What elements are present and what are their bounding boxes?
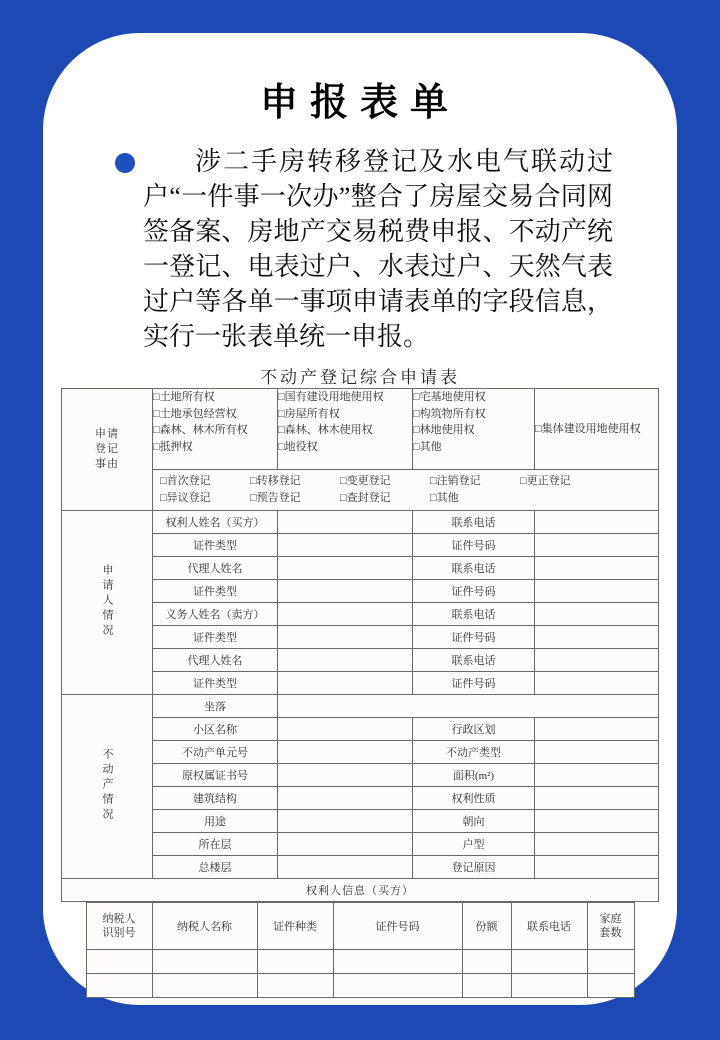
field-value-cell [535, 557, 659, 580]
field-label: 所在层 [153, 833, 278, 856]
tax-header-cell: 证件号码 [333, 903, 462, 950]
tax-empty-cell [257, 950, 333, 974]
field-label: 联系电话 [413, 649, 535, 672]
field-label: 不动产类型 [413, 741, 535, 764]
checkbox-option: □地役权 [278, 440, 318, 453]
registration-type-line-2 [160, 490, 658, 507]
section-header-reason: 申请登记事由 [62, 389, 153, 511]
field-label: 联系电话 [413, 511, 535, 534]
tax-header-cell: 联系电话 [511, 903, 587, 950]
right-type-column-2 [278, 389, 413, 470]
field-value-cell [535, 856, 659, 879]
tax-empty-cell [587, 950, 634, 974]
right-type-column-1 [153, 389, 278, 470]
field-label: 证件类型 [153, 580, 278, 603]
checkbox-option: □异议登记 [160, 492, 211, 504]
field-label: 证件类型 [153, 534, 278, 557]
field-label: 联系电话 [413, 557, 535, 580]
tax-empty-cell [511, 974, 587, 998]
checkbox-option: □变更登记 [340, 475, 391, 487]
checkbox-option: □预告登记 [250, 492, 301, 504]
bullet-icon [115, 153, 135, 173]
field-value-cell [535, 580, 659, 603]
tax-empty-cell [462, 974, 511, 998]
field-label: 证件类型 [153, 626, 278, 649]
checkbox-option: □房屋所有权 [278, 407, 340, 420]
field-value-cell [278, 718, 413, 741]
section-header-applicant: 申请人情况 [62, 511, 153, 695]
content-card [43, 33, 677, 1005]
tax-empty-cell [257, 974, 333, 998]
tax-header-cell: 证件种类 [257, 903, 333, 950]
section-header-property: 不动产情况 [62, 695, 153, 879]
field-label: 代理人姓名 [153, 649, 278, 672]
checkbox-option: □转移登记 [250, 475, 301, 487]
tax-empty-cell [333, 950, 462, 974]
application-form-table [61, 388, 659, 902]
field-label: 权利性质 [413, 787, 535, 810]
tax-empty-row [86, 974, 634, 998]
checkbox-option: □其他 [430, 492, 459, 504]
field-label: 原权属证书号 [153, 764, 278, 787]
field-label: 权利人姓名（买方） [153, 511, 278, 534]
field-value-cell [278, 626, 413, 649]
field-value-cell [535, 649, 659, 672]
checkbox-option: □森林、林木使用权 [278, 424, 373, 436]
tax-empty-row [86, 950, 634, 974]
field-value-cell [535, 718, 659, 741]
field-value-cell [535, 787, 659, 810]
field-label: 联系电话 [413, 603, 535, 626]
checkbox-option: □抵押权 [153, 440, 193, 453]
field-value-cell [278, 810, 413, 833]
field-label: 证件号码 [413, 672, 535, 695]
field-value-cell [278, 833, 413, 856]
field-label: 登记原因 [413, 856, 535, 879]
field-label: 义务人姓名（卖方） [153, 603, 278, 626]
field-value-cell [535, 764, 659, 787]
checkbox-option: □土地承包经营权 [153, 407, 237, 420]
field-label: 户型 [413, 833, 535, 856]
checkbox-option: □注销登记 [430, 475, 481, 487]
field-label: 用途 [153, 810, 278, 833]
checkbox-option: □首次登记 [160, 475, 211, 487]
field-value-cell [535, 534, 659, 557]
field-label: 坐落 [153, 695, 278, 718]
tax-header-cell: 家庭套数 [587, 903, 634, 950]
checkbox-option: □土地所有权 [153, 391, 215, 403]
checkbox-option: □宅基地使用权 [413, 391, 486, 403]
field-value-cell [535, 810, 659, 833]
checkbox-option: □森林、林木所有权 [153, 424, 248, 436]
form-title: 不动产登记综合申请表 [260, 368, 460, 387]
field-value-cell [535, 672, 659, 695]
field-label: 证件类型 [153, 672, 278, 695]
tax-header-cell: 份额 [462, 903, 511, 950]
field-label: 证件号码 [413, 626, 535, 649]
right-type-column-4 [535, 389, 659, 470]
field-label: 行政区划 [413, 718, 535, 741]
checkbox-option: □查封登记 [340, 492, 391, 504]
field-value-cell [278, 672, 413, 695]
checkbox-option: □国有建设用地使用权 [278, 391, 384, 403]
owner-info-banner: 权利人信息（买方） [62, 879, 659, 902]
tax-empty-cell [462, 950, 511, 974]
tax-empty-cell [511, 950, 587, 974]
field-label: 不动产单元号 [153, 741, 278, 764]
field-value-cell [278, 511, 413, 534]
field-label: 证件号码 [413, 580, 535, 603]
tax-empty-cell [333, 974, 462, 998]
checkbox-option: □更正登记 [520, 475, 571, 487]
field-value-cell [278, 787, 413, 810]
tax-empty-cell [587, 974, 634, 998]
field-value-cell [278, 557, 413, 580]
field-label: 代理人姓名 [153, 557, 278, 580]
field-label: 面积(m²) [413, 764, 535, 787]
field-value-cell [535, 511, 659, 534]
field-value-cell [278, 856, 413, 879]
field-value-cell [535, 741, 659, 764]
right-type-column-3 [413, 389, 535, 470]
registration-type-line-1 [160, 473, 658, 490]
registration-type-row [153, 470, 659, 511]
intro-block [115, 144, 649, 354]
field-value-cell [278, 649, 413, 672]
tax-empty-cell [86, 950, 152, 974]
field-value-cell [535, 626, 659, 649]
intro-paragraph: 涉二手房转移登记及水电气联动过户“一件事一次办”整合了房屋交易合同网签备案、房地产交易税费申报、不动产统一登记、电表过户、水表过户、天然气表过户等各单一事项申请表单的字段信息，实行一张表单统一申报。 [143, 147, 613, 351]
checkbox-option: □其他 [413, 440, 442, 453]
page-title: 申报表单 [259, 82, 460, 124]
taxpayer-table [86, 902, 635, 998]
tax-empty-cell [152, 974, 257, 998]
tax-empty-cell [86, 974, 152, 998]
field-label: 朝向 [413, 810, 535, 833]
checkbox-option: □集体建设用地使用权 [535, 422, 641, 435]
field-label: 总楼层 [153, 856, 278, 879]
field-value-cell [278, 764, 413, 787]
field-value-cell [278, 580, 413, 603]
tax-empty-cell [152, 950, 257, 974]
checkbox-option: □林地使用权 [413, 424, 475, 436]
field-value-cell [278, 741, 413, 764]
tax-header-cell: 纳税人名称 [152, 903, 257, 950]
field-value-cell [535, 603, 659, 626]
field-label: 证件号码 [413, 534, 535, 557]
field-label: 建筑结构 [153, 787, 278, 810]
field-label: 小区名称 [153, 718, 278, 741]
tax-header-cell: 纳税人识别号 [86, 903, 152, 950]
checkbox-option: □构筑物所有权 [413, 407, 486, 420]
field-value-cell [278, 695, 659, 718]
field-value-cell [278, 534, 413, 557]
field-value-cell [278, 603, 413, 626]
field-value-cell [535, 833, 659, 856]
